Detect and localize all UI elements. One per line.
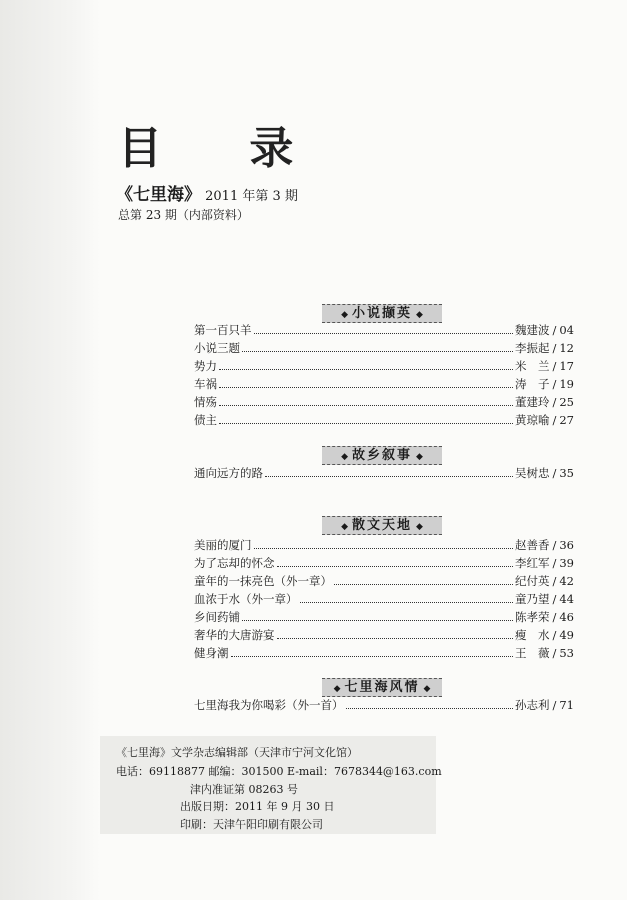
toc-entry[interactable] <box>194 394 574 410</box>
toc-entry-page: 36 <box>559 538 574 552</box>
page-separator: / <box>552 698 557 712</box>
toc-entry-author: 涛 子 <box>514 377 550 391</box>
toc-entry-author: 魏建波 <box>514 323 550 337</box>
toc-entry[interactable] <box>194 376 574 392</box>
toc-entry-title: 血浓于水（外一章） <box>194 592 298 606</box>
page-separator: / <box>552 413 557 427</box>
toc-entry[interactable] <box>194 358 574 374</box>
page-separator: / <box>552 377 557 391</box>
dot-leader <box>242 341 513 352</box>
dot-leader <box>254 538 513 549</box>
toc-entry-page: 42 <box>559 574 574 588</box>
dot-leader <box>300 592 513 603</box>
page-separator: / <box>552 341 557 355</box>
toc-entry-title: 债主 <box>194 413 217 427</box>
toc-entry[interactable] <box>194 627 574 643</box>
toc-entry-title: 小说三题 <box>194 341 240 355</box>
magazine-name: 《七里海》 <box>116 185 201 205</box>
toc-entry-title: 车祸 <box>194 377 217 391</box>
total-issue: 总第 23 期（内部资料） <box>118 208 249 222</box>
issue-line <box>116 180 298 205</box>
dot-leader <box>219 377 513 388</box>
toc-entry-author: 赵善香 <box>514 538 550 552</box>
toc-entry-author: 董建玲 <box>514 395 550 409</box>
toc-entry-author: 瘦 水 <box>514 628 550 642</box>
toc-entry-author: 吴树忠 <box>514 466 550 480</box>
toc-entry-title: 第一百只羊 <box>194 323 252 337</box>
dot-leader <box>265 466 513 477</box>
imprint-editor: 《七里海》文学杂志编辑部（天津市宁河文化馆） <box>116 746 358 759</box>
page-separator: / <box>552 395 557 409</box>
toc-entry[interactable] <box>194 645 574 661</box>
toc-entry[interactable] <box>194 412 574 428</box>
toc-entry-title: 美丽的厦门 <box>194 538 252 552</box>
toc-entry-author: 李振起 <box>514 341 550 355</box>
toc-entry-author: 孙志利 <box>514 698 550 712</box>
page-spine-shadow <box>0 0 100 900</box>
toc-entry-author: 王 薇 <box>514 646 550 660</box>
toc-entry-page: 27 <box>559 413 574 427</box>
imprint-publish-date: 出版日期：2011 年 9 月 30 日 <box>180 800 335 813</box>
page-separator: / <box>552 556 557 570</box>
toc-entry-page: 53 <box>559 646 574 660</box>
page-separator: / <box>552 592 557 606</box>
imprint-printer: 印刷：天津午阳印刷有限公司 <box>180 818 323 831</box>
dot-leader <box>219 395 513 406</box>
toc-entry-title: 七里海我为你喝彩（外一首） <box>194 698 344 712</box>
diamond-icon: ◆ <box>416 452 423 462</box>
dot-leader <box>277 628 513 639</box>
page-separator: / <box>552 359 557 373</box>
toc-entry-title: 情殇 <box>194 395 217 409</box>
toc-entry-author: 陈孝荣 <box>514 610 550 624</box>
imprint-permit: 津内准证第 08263 号 <box>190 783 298 796</box>
dot-leader <box>334 574 513 585</box>
page-separator: / <box>552 538 557 552</box>
toc-entry[interactable] <box>194 537 574 553</box>
page-separator: / <box>552 323 557 337</box>
section-banner <box>322 304 442 323</box>
toc-entry-page: 19 <box>559 377 574 391</box>
toc-entry-title: 通向远方的路 <box>194 466 263 480</box>
dot-leader <box>277 556 513 567</box>
toc-entry[interactable] <box>194 609 574 625</box>
diamond-icon: ◆ <box>341 310 348 320</box>
toc-entry-page: 46 <box>559 610 574 624</box>
dot-leader <box>219 413 513 424</box>
toc-entry-title: 势力 <box>194 359 217 373</box>
diamond-icon: ◆ <box>416 310 423 320</box>
toc-entry[interactable] <box>194 322 574 338</box>
imprint-contact: 电话：69118877 邮编：301500 E-mail：7678344@163.com <box>116 765 442 778</box>
toc-entry[interactable] <box>194 697 574 713</box>
diamond-icon: ◆ <box>416 522 423 532</box>
issue-number: 2011 年第 3 期 <box>205 189 298 204</box>
toc-entry-page: 49 <box>559 628 574 642</box>
section-name: 散文天地 <box>351 518 412 533</box>
toc-entry-author: 童乃望 <box>514 592 550 606</box>
toc-entry-page: 12 <box>559 341 574 355</box>
dot-leader <box>242 610 513 621</box>
toc-entry-title: 乡间药铺 <box>194 610 240 624</box>
toc-entry[interactable] <box>194 465 574 481</box>
toc-entry-author: 黄琼喻 <box>514 413 550 427</box>
page-separator: / <box>552 610 557 624</box>
toc-entry-page: 35 <box>559 466 574 480</box>
toc-entry[interactable] <box>194 591 574 607</box>
page-title: 目 录 <box>118 123 330 174</box>
section-name: 七里海风情 <box>344 680 420 695</box>
toc-entry-page: 39 <box>559 556 574 570</box>
diamond-icon: ◆ <box>341 452 348 462</box>
dot-leader <box>231 646 513 657</box>
toc-entry-page: 04 <box>559 323 574 337</box>
imprint-box <box>100 736 442 834</box>
toc-entry-title: 奢华的大唐游宴 <box>194 628 275 642</box>
diamond-icon: ◆ <box>333 684 341 694</box>
toc-entry-title: 健身潮 <box>194 646 229 660</box>
page-separator: / <box>552 466 557 480</box>
section-banner <box>322 516 442 535</box>
toc-entry-author: 李红军 <box>514 556 550 570</box>
diamond-icon: ◆ <box>341 522 348 532</box>
dot-leader <box>254 323 513 334</box>
diamond-icon: ◆ <box>423 684 431 694</box>
toc-entry-page: 25 <box>559 395 574 409</box>
section-banner <box>322 446 442 465</box>
toc-entry-author: 纪付英 <box>514 574 550 588</box>
toc-entry-page: 71 <box>559 698 574 712</box>
toc-entry-author: 米 兰 <box>514 359 550 373</box>
toc-entry[interactable] <box>194 340 574 356</box>
dot-leader <box>346 698 513 709</box>
page-separator: / <box>552 574 557 588</box>
toc-entry-page: 17 <box>559 359 574 373</box>
toc-entry-title: 为了忘却的怀念 <box>194 556 275 570</box>
toc-entry[interactable] <box>194 573 574 589</box>
section-name: 小说撷英 <box>351 306 412 321</box>
toc-entry-page: 44 <box>559 592 574 606</box>
toc-entry[interactable] <box>194 555 574 571</box>
dot-leader <box>219 359 513 370</box>
page-separator: / <box>552 646 557 660</box>
toc-entry-title: 童年的一抹亮色（外一章） <box>194 574 332 588</box>
section-banner <box>322 678 442 697</box>
page-separator: / <box>552 628 557 642</box>
section-name: 故乡叙事 <box>351 448 412 463</box>
